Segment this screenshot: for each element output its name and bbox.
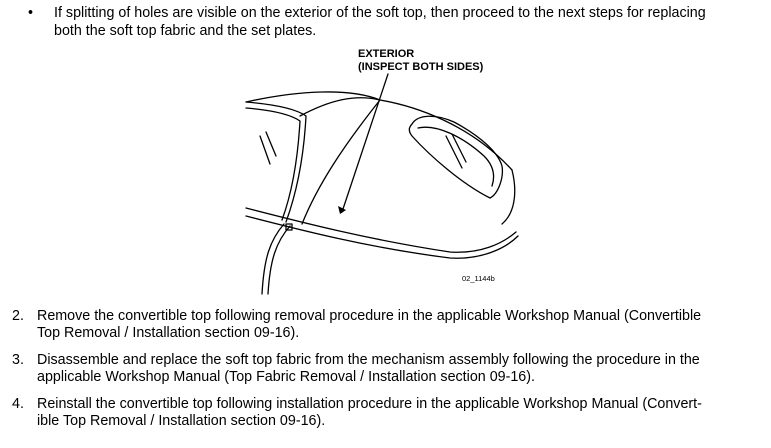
- belt-line-lower: [246, 216, 518, 258]
- exterior-callout-label: [358, 48, 483, 74]
- procedure-steps: [12, 308, 762, 440]
- soft-top-line-drawing: [240, 44, 530, 298]
- step-line-2: applicable Workshop Manual (Top Fabric Removal / Installation section 09-16).: [37, 369, 535, 385]
- soft-top-illustration: [240, 44, 530, 298]
- step-number: 3.: [12, 352, 24, 368]
- step-line-2: ible Top Removal / Installation section 09-16).: [37, 413, 326, 429]
- callout-line-2: (INSPECT BOTH SIDES): [358, 61, 484, 73]
- step-item: [12, 308, 762, 344]
- step-line-1: Remove the convertible top following removal procedure in the applicable Workshop Manual (Convertible: [37, 308, 702, 324]
- step-line-2: Top Removal / Installation section 09-16).: [37, 325, 300, 341]
- step-text: [37, 308, 759, 342]
- bullet-text: [54, 4, 759, 40]
- step-item: [12, 352, 762, 388]
- step-item: [12, 396, 762, 432]
- windshield-glare-1: [260, 136, 270, 164]
- soft-top-roof-line: [300, 98, 512, 170]
- step-text: [37, 396, 759, 430]
- soft-top-front-bow: [246, 92, 380, 102]
- soft-top-side-seam: [302, 100, 380, 224]
- bullet-line-1: If splitting of holes are visible on the exterior of the soft top, then proceed to the next steps for replacing: [54, 5, 706, 21]
- step-text: [37, 352, 759, 386]
- rear-window-glare-1: [446, 136, 462, 168]
- windshield-frame-outer: [246, 102, 306, 222]
- door-edge-inner: [268, 226, 290, 294]
- step-number: 4.: [12, 396, 24, 412]
- bullet-line-2: both the soft top fabric and the set plates.: [54, 23, 317, 39]
- callout-arrowhead: [338, 206, 346, 214]
- bullet-symbol: •: [28, 5, 34, 21]
- step-line-1: Disassemble and replace the soft top fabric from the mechanism assembly following the procedure in the: [37, 352, 700, 368]
- callout-line-1: EXTERIOR: [358, 48, 415, 60]
- step-number: 2.: [12, 308, 24, 324]
- step-line-1: Reinstall the convertible top following installation procedure in the applicable Workshop Manual (Convert-: [37, 396, 702, 412]
- figure-reference-code: 02_1144b: [462, 274, 495, 283]
- callout-leader-line: [342, 74, 388, 212]
- soft-top-rear-edge: [502, 170, 515, 224]
- windshield-glare-2: [266, 132, 276, 156]
